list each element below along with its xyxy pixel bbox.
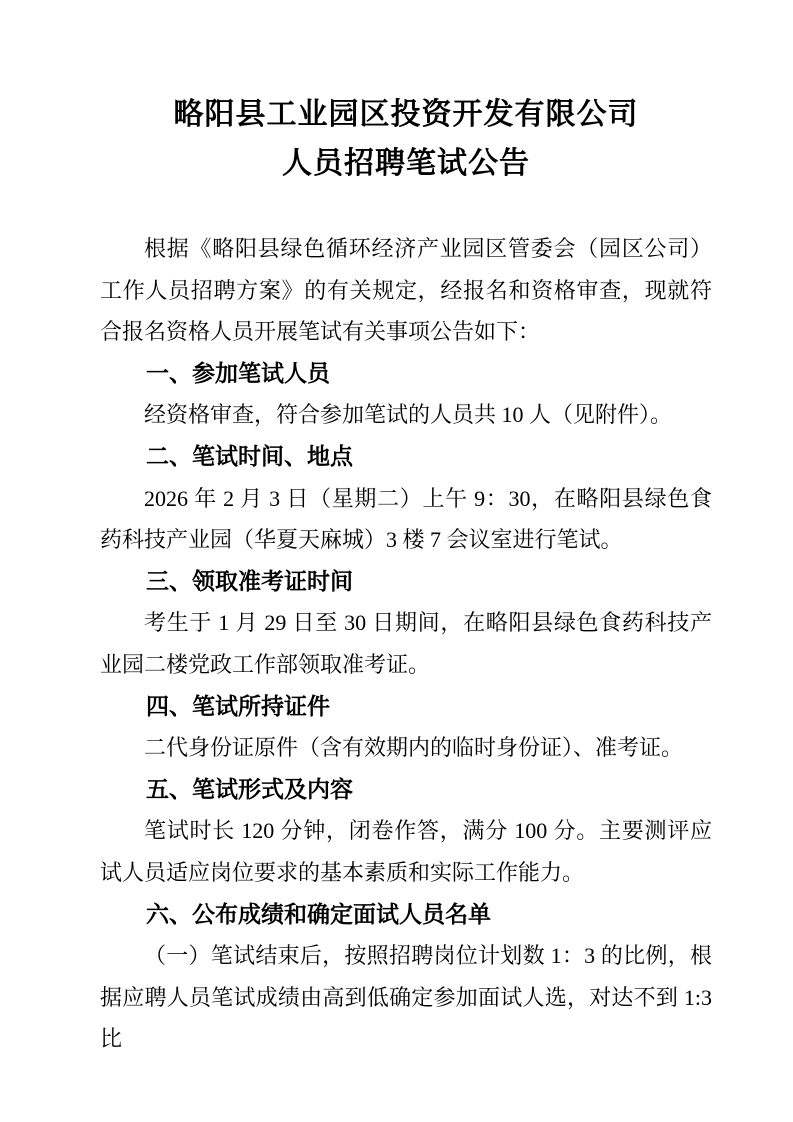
section-3-body: 考生于 1 月 29 日至 30 日期间，在略阳县绿色食药科技产业园二楼党政工作部领取准考证。	[100, 610, 712, 677]
section-6-body: （一）笔试结束后，按照招聘岗位计划数 1：3 的比例，根据应聘人员笔试成绩由高到低确定参加面试人选，对达不到 1:3 比	[100, 943, 712, 1052]
section-2-heading: 二、笔试时间、地点	[146, 442, 353, 469]
document-text-block	[100, 228, 712, 1060]
section-1-heading: 一、参加笔试人员	[146, 359, 330, 386]
section-5-body: 笔试时长 120 分钟，闭卷作答，满分 100 分。主要测评应试人员适应岗位要求的基本素质和实际工作能力。	[100, 818, 712, 885]
section-2-body: 2026 年 2 月 3 日（星期二）上午 9：30，在略阳县绿色食药科技产业园（华夏天麻城）3 楼 7 会议室进行笔试。	[100, 485, 712, 553]
section-4-heading: 四、笔试所持证件	[146, 692, 330, 719]
document-title-line2: 人员招聘笔试公告	[282, 147, 530, 180]
section-6-heading: 六、公布成绩和确定面试人员名单	[146, 900, 491, 927]
section-1-body: 经资格审查，符合参加笔试的人员共 10 人（见附件）。	[144, 402, 673, 428]
document-title-line1: 略阳县工业园区投资开发有限公司	[173, 98, 639, 131]
section-5-heading: 五、笔试形式及内容	[146, 775, 353, 802]
section-3-heading: 三、领取准考证时间	[146, 567, 353, 594]
section-4-body: 二代身份证原件（含有效期内的临时身份证）、准考证。	[144, 735, 684, 761]
document-title	[100, 90, 712, 188]
intro-paragraph: 根据《略阳县绿色循环经济产业园区管委会（园区公司）工作人员招聘方案》的有关规定，经报名和资格审查，现就符合报名资格人员开展笔试有关事项公告如下：	[100, 236, 712, 345]
